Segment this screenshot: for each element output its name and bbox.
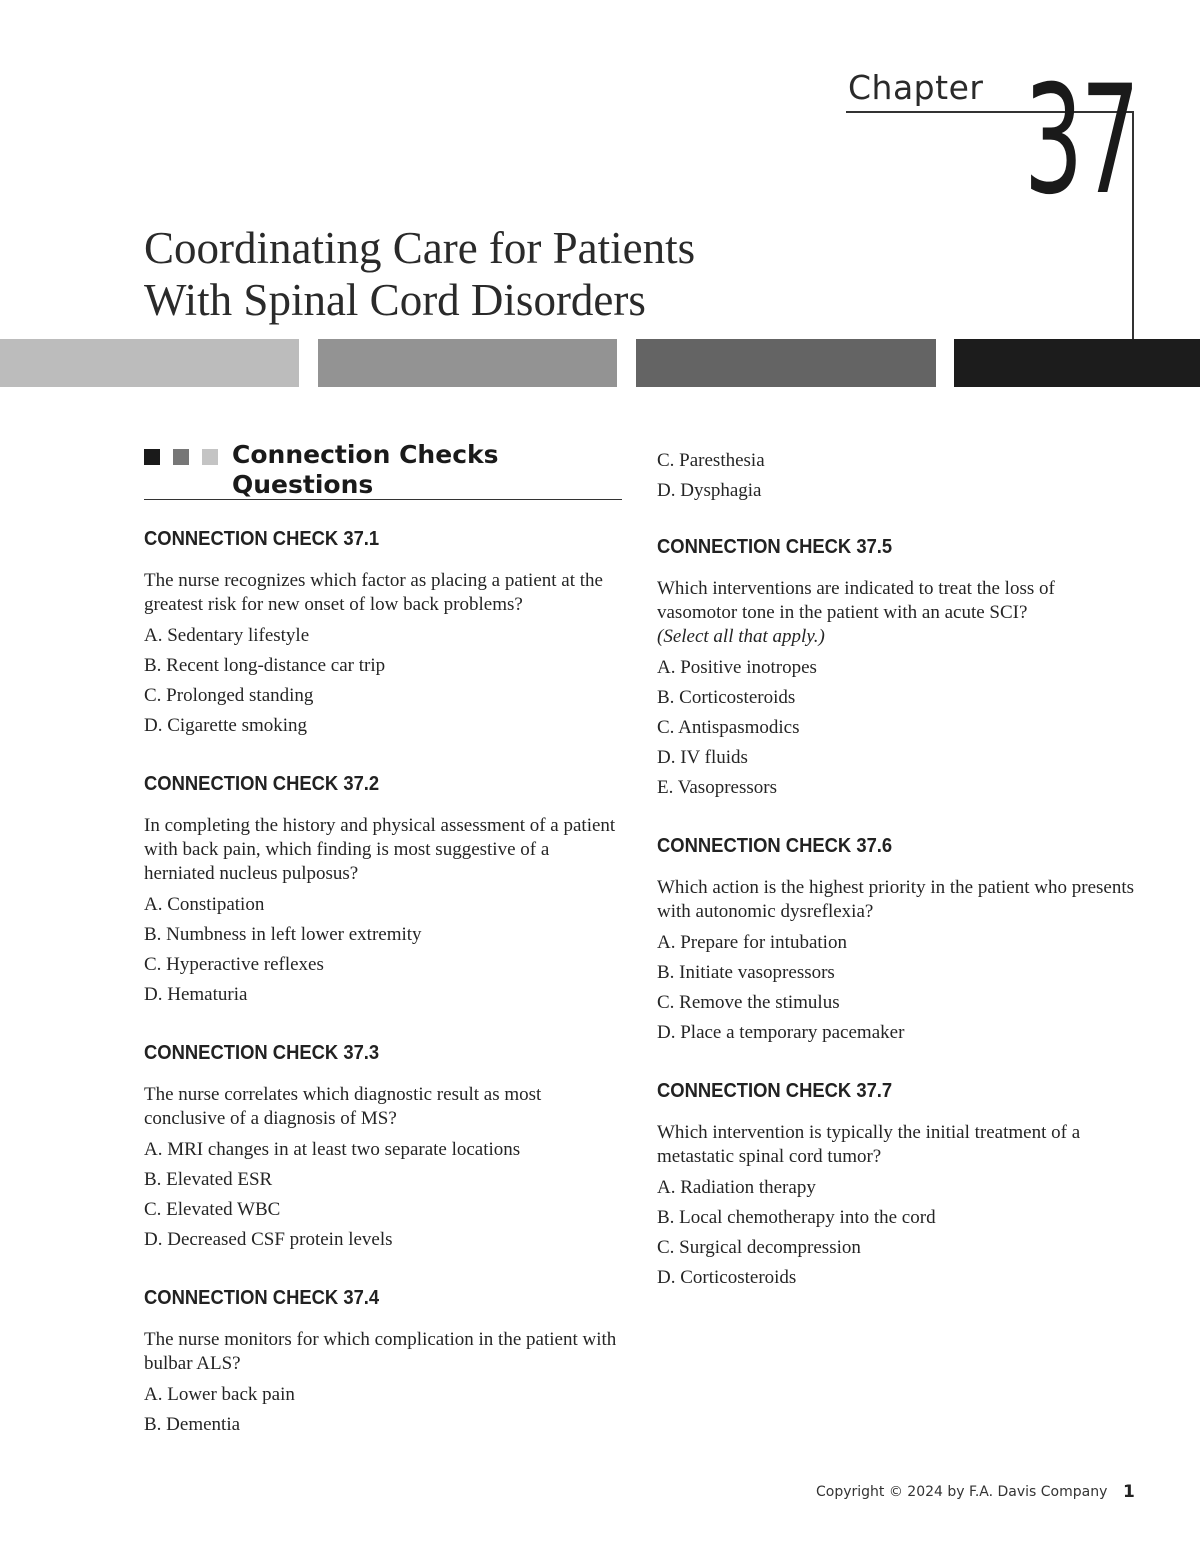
left-column xyxy=(144,440,622,1472)
chapter-title-line-1: Coordinating Care for Patients xyxy=(144,223,696,273)
section-title-line-1: Connection Checks xyxy=(232,440,499,469)
decorative-band-medium xyxy=(318,339,617,387)
answer-option: B. Initiate vasopressors xyxy=(657,962,835,983)
answer-option: D. Dysphagia xyxy=(657,480,762,501)
answer-option: D. Cigarette smoking xyxy=(144,715,308,736)
answer-option: C. Paresthesia xyxy=(657,450,765,471)
question-stem: The nurse correlates which diagnostic result as most conclusive of a diagnosis of MS? xyxy=(144,1084,542,1129)
question-stem: Which intervention is typically the initial treatment of a metastatic spinal cord tumor? xyxy=(657,1122,1081,1167)
question-stem: The nurse recognizes which factor as placing a patient at the greatest risk for new onset of low back problems? xyxy=(144,570,603,615)
answer-option: D. Decreased CSF protein levels xyxy=(144,1229,393,1250)
answer-option: C. Remove the stimulus xyxy=(657,992,840,1013)
check-heading: CONNECTION CHECK 37.4 xyxy=(144,1287,380,1309)
check-heading: CONNECTION CHECK 37.1 xyxy=(144,528,380,550)
answer-option: D. Corticosteroids xyxy=(657,1267,797,1288)
answer-option: C. Surgical decompression xyxy=(657,1237,861,1258)
square-bullet-icon xyxy=(202,449,218,465)
question-stem: Which action is the highest priority in the patient who presents with autonomic dysreflexia? xyxy=(657,877,1135,922)
answer-option: A. Prepare for intubation xyxy=(657,932,847,953)
answer-option: B. Corticosteroids xyxy=(657,687,796,708)
right-column xyxy=(657,446,1137,1325)
answer-options xyxy=(144,1380,622,1440)
chapter-label: Chapter xyxy=(848,68,984,107)
connection-check-37-1 xyxy=(144,528,622,741)
answer-options xyxy=(657,928,1137,1048)
connection-check-37-2 xyxy=(144,773,622,1010)
answer-option: D. IV fluids xyxy=(657,747,748,768)
chapter-number: 37 xyxy=(1024,54,1138,228)
connection-check-37-3 xyxy=(144,1042,622,1255)
answer-options xyxy=(657,1173,1137,1293)
answer-option: B. Recent long-distance car trip xyxy=(144,655,386,676)
answer-options xyxy=(657,653,1137,803)
connection-check-37-6 xyxy=(657,835,1137,1048)
answer-option: D. Place a temporary pacemaker xyxy=(657,1022,905,1043)
answer-option: B. Dementia xyxy=(144,1414,241,1435)
section-header xyxy=(144,440,622,500)
decorative-band-darkest xyxy=(954,339,1200,387)
check-heading: CONNECTION CHECK 37.5 xyxy=(657,536,893,558)
answer-option: C. Antispasmodics xyxy=(657,717,800,738)
section-title xyxy=(232,440,622,500)
decorative-band-light xyxy=(0,339,299,387)
answer-option: A. Constipation xyxy=(144,894,265,915)
decorative-band-dark xyxy=(636,339,936,387)
answer-options xyxy=(144,1135,622,1255)
section-title-line-2: Questions xyxy=(232,470,374,499)
connection-check-37-7 xyxy=(657,1080,1137,1293)
page-number: 1 xyxy=(1123,1482,1135,1502)
answer-options-continued xyxy=(657,446,1137,506)
answer-options xyxy=(144,621,622,741)
answer-option: D. Hematuria xyxy=(144,984,248,1005)
chapter-title-line-2: With Spinal Cord Disorders xyxy=(144,275,646,325)
answer-option: C. Hyperactive reflexes xyxy=(144,954,324,975)
answer-option: C. Prolonged standing xyxy=(144,685,314,706)
answer-options xyxy=(144,890,622,1010)
check-heading: CONNECTION CHECK 37.2 xyxy=(144,773,380,795)
question-stem xyxy=(657,577,1137,649)
connection-check-37-4 xyxy=(144,1287,622,1440)
square-bullet-icon xyxy=(144,449,160,465)
answer-option: B. Numbness in left lower extremity xyxy=(144,924,422,945)
answer-option: A. MRI changes in at least two separate locations xyxy=(144,1139,521,1160)
square-bullet-icon xyxy=(173,449,189,465)
answer-option: A. Positive inotropes xyxy=(657,657,817,678)
answer-option: B. Local chemotherapy into the cord xyxy=(657,1207,936,1228)
answer-option: A. Radiation therapy xyxy=(657,1177,816,1198)
copyright-notice: Copyright © 2024 by F.A. Davis Company xyxy=(816,1484,1108,1500)
check-heading: CONNECTION CHECK 37.6 xyxy=(657,835,893,857)
check-heading: CONNECTION CHECK 37.7 xyxy=(657,1080,893,1102)
answer-option: C. Elevated WBC xyxy=(144,1199,281,1220)
check-heading: CONNECTION CHECK 37.3 xyxy=(144,1042,380,1064)
question-stem: The nurse monitors for which complication in the patient with bulbar ALS? xyxy=(144,1329,617,1374)
connection-check-37-5 xyxy=(657,536,1137,803)
answer-option: B. Elevated ESR xyxy=(144,1169,273,1190)
answer-option: E. Vasopressors xyxy=(657,777,777,798)
answer-option: A. Lower back pain xyxy=(144,1384,295,1405)
question-stem: In completing the history and physical assessment of a patient with back pain, which finding is most suggestive of a herniated nucleus pulposus? xyxy=(144,815,616,884)
select-all-note: (Select all that apply.) xyxy=(657,626,825,647)
answer-option: A. Sedentary lifestyle xyxy=(144,625,310,646)
chapter-title xyxy=(144,222,695,326)
question-stem-text: Which interventions are indicated to treat the loss of vasomotor tone in the patient with an acute SCI? xyxy=(657,578,1055,623)
